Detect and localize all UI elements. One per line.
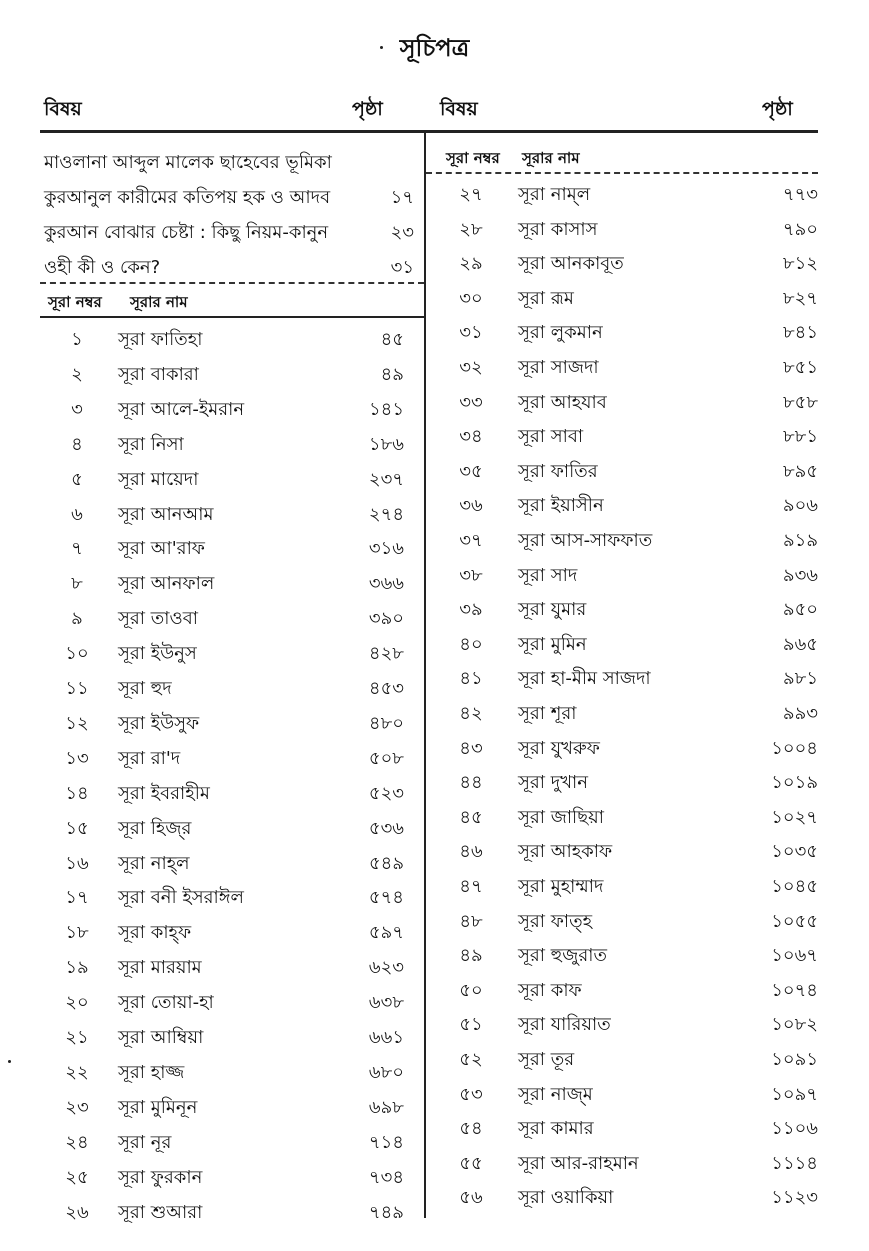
surah-number: ২৯ — [459, 253, 483, 275]
surah-name: সূরা তোয়া-হা — [118, 992, 214, 1014]
surah-number: ২২ — [65, 1061, 89, 1083]
surah-name: সূরা ওয়াকিয়া — [518, 1187, 614, 1209]
surah-number: ৫০ — [459, 979, 483, 1001]
surah-name: সূরা নাম্‌ল — [518, 184, 591, 205]
intro-item — [44, 148, 414, 179]
surah-number: ১৮ — [65, 922, 89, 944]
surah-name: সূরা তূর — [518, 1049, 575, 1070]
surah-page: ১১০৬ — [771, 1118, 818, 1140]
surah-page: ১৮৬ — [368, 433, 404, 455]
surah-name: সূরা ফাতিহা — [118, 329, 203, 350]
surah-number: ৩৬ — [459, 495, 483, 517]
surah-page: ১০২৭ — [771, 806, 818, 828]
surah-number: ২১ — [65, 1027, 89, 1048]
surah-number: ৫৫ — [459, 1152, 483, 1174]
stray-dot — [380, 46, 383, 49]
surah-page: ৪২৮ — [368, 643, 404, 665]
surah-page: ১০০৪ — [771, 737, 818, 759]
surah-page: ৮৫৮ — [782, 391, 818, 413]
surah-number: ২৮ — [459, 218, 483, 240]
surah-name: সূরা মুহাম্মাদ — [518, 876, 604, 897]
right-page-header: পৃষ্ঠা — [762, 98, 793, 120]
surah-name: সূরা মুমিন — [518, 633, 587, 655]
surah-number: ২৩ — [65, 1096, 89, 1118]
surah-number: ১৪ — [65, 782, 89, 804]
surah-number: ৪৯ — [459, 945, 483, 967]
surah-name: সূরা জাছিয়া — [518, 806, 604, 828]
page-title: সূচিপত্র — [399, 34, 470, 62]
surah-page: ৫২৩ — [368, 782, 404, 804]
surah-number: ৩০ — [459, 287, 483, 309]
surah-row — [0, 699, 869, 733]
surah-page: ৫৪৯ — [368, 852, 404, 874]
surah-row — [0, 803, 869, 837]
surah-number: ১১ — [65, 678, 89, 699]
surah-row — [0, 353, 869, 387]
surah-row — [0, 561, 869, 595]
surah-number: ৩৯ — [459, 599, 483, 621]
header-top-rule — [40, 130, 818, 133]
surah-page: ১৪১ — [368, 398, 404, 420]
surah-name: সূরা হাজ্জ — [118, 1061, 185, 1083]
surah-name: সূরা ইউসুফ — [118, 712, 200, 734]
surah-page: ৯৫০ — [782, 599, 818, 621]
surah-number: ১৬ — [65, 852, 89, 874]
surah-page: ৬৩৮ — [368, 992, 404, 1014]
surah-name: সূরা আস-সাফফাত — [518, 530, 653, 551]
surah-number: ৩৭ — [459, 530, 483, 551]
surah-row — [0, 215, 869, 249]
intro-item-page: ৩১ — [390, 257, 414, 278]
surah-row — [0, 768, 869, 802]
right-number-col-header: সূরা নম্বর — [446, 149, 500, 167]
surah-row — [0, 734, 869, 768]
surah-page: ৯৬৫ — [782, 633, 818, 655]
left-number-col-header: সূরা নম্বর — [48, 293, 102, 311]
surah-name: সূরা ইউনুস — [118, 643, 197, 665]
surah-name: সূরা কাফ — [518, 979, 582, 1001]
surah-name: সূরা আহকাফ — [518, 841, 613, 863]
intro-item-text: কুরআনুল কারীমের কতিপয় হক ও আদব — [44, 187, 331, 208]
surah-name: সূরা নূর — [118, 1131, 172, 1153]
surah-number: ১০ — [65, 643, 89, 665]
surah-number: ৫২ — [459, 1049, 483, 1070]
surah-number: ২৬ — [65, 1201, 89, 1223]
surah-page: ১০৮২ — [771, 1014, 818, 1036]
surah-row — [0, 976, 869, 1010]
surah-name: সূরা সাদ — [518, 564, 578, 586]
surah-number: ১৫ — [65, 817, 89, 839]
surah-page: ৯৯৩ — [782, 703, 818, 724]
surah-number: ৮ — [71, 573, 83, 595]
right-col-header-rule — [426, 172, 818, 174]
surah-page: ৬২৩ — [368, 957, 404, 979]
surah-name: সূরা আনকাবূত — [518, 253, 624, 275]
surah-page: ১০৩৫ — [771, 841, 818, 863]
surah-number: ৪ — [71, 433, 83, 455]
surah-row — [0, 526, 869, 560]
surah-number: ৪৬ — [459, 841, 483, 863]
surah-number: ৯ — [71, 608, 83, 630]
surah-page: ৩৬৬ — [368, 573, 404, 595]
surah-number: ৪৩ — [459, 737, 483, 759]
surah-name: সূরা রূম — [518, 287, 574, 309]
surah-page: ৮২৭ — [782, 287, 818, 309]
surah-number: ২৫ — [65, 1166, 89, 1188]
surah-page: ৭১৪ — [368, 1131, 404, 1153]
surah-row — [0, 837, 869, 871]
surah-name: সূরা কামার — [518, 1118, 594, 1140]
surah-number: ২ — [71, 363, 83, 385]
surah-name: সূরা আ'রাফ — [118, 538, 205, 560]
surah-page: ৪৫৩ — [368, 678, 404, 699]
surah-name: সূরা ফুরকান — [118, 1166, 203, 1188]
surah-name: সূরা হুদ — [118, 678, 172, 699]
surah-page: ৬৬১ — [368, 1027, 404, 1048]
surah-name: সূরা নিসা — [118, 433, 184, 455]
stray-dot — [8, 1060, 11, 1063]
surah-page: ১১১৪ — [771, 1152, 818, 1174]
surah-number: ৪৭ — [459, 876, 483, 897]
surah-page: ৪৯ — [380, 363, 404, 385]
surah-name: সূরা ফাত্‌হ — [518, 910, 593, 932]
surah-row — [0, 1080, 869, 1114]
surah-row — [0, 1010, 869, 1044]
surah-page: ৮৫১ — [782, 357, 818, 378]
surah-row — [0, 491, 869, 525]
surah-name: সূরা রা'দ — [118, 747, 181, 769]
surah-number: ৪৪ — [459, 772, 483, 794]
surah-name: সূরা কাসাস — [518, 218, 598, 240]
surah-page: ৫৭৪ — [368, 887, 404, 909]
surah-number: ৪২ — [459, 703, 483, 724]
surah-page: ৯৮১ — [782, 668, 818, 690]
surah-number: ৩৮ — [459, 564, 483, 586]
surah-number: ১ — [71, 329, 83, 350]
surah-number: ৩ — [71, 398, 83, 420]
surah-page: ৫৯৭ — [368, 922, 404, 944]
surah-row — [0, 872, 869, 906]
surah-name: সূরা ইয়াসীন — [518, 495, 604, 517]
surah-page: ১০৯১ — [771, 1049, 818, 1070]
surah-row — [0, 180, 869, 214]
surah-row — [0, 249, 869, 283]
surah-name: সূরা আলে-ইমরান — [118, 398, 245, 420]
surah-page: ৭৪৯ — [368, 1201, 404, 1223]
surah-name: সূরা শূরা — [518, 703, 577, 724]
surah-row — [0, 318, 869, 352]
surah-page: ৮৪১ — [782, 322, 818, 344]
surah-number: ২০ — [65, 992, 89, 1014]
surah-page: ৭৩৪ — [368, 1166, 404, 1188]
surah-row — [0, 422, 869, 456]
surah-name: সূরা তাওবা — [118, 608, 198, 630]
left-name-col-header: সূরার নাম — [130, 293, 188, 311]
surah-number: ৩১ — [459, 322, 483, 344]
surah-page: ২৩৭ — [368, 468, 404, 490]
surah-row — [0, 595, 869, 629]
surah-page: ১০৫৫ — [771, 910, 818, 932]
surah-row — [0, 907, 869, 941]
surah-number: ৫ — [71, 468, 83, 490]
surah-page: ১০৪৫ — [771, 876, 818, 897]
surah-page: ১১২৩ — [771, 1187, 818, 1209]
surah-page: ১০৯৭ — [771, 1083, 818, 1105]
surah-page: ৯১৯ — [782, 530, 818, 551]
surah-number: ১৭ — [65, 887, 89, 909]
surah-name: সূরা মায়েদা — [118, 468, 199, 490]
surah-number: ৭ — [71, 538, 83, 560]
surah-page: ৭৭৩ — [782, 184, 818, 205]
surah-name: সূরা হুজুরাত — [518, 945, 607, 967]
surah-name: সূরা লুকমান — [518, 322, 603, 344]
intro-item-page: ২৩ — [390, 222, 414, 243]
surah-name: সূরা বাকারা — [118, 363, 199, 385]
surah-name: সূরা হিজ্‌র — [118, 817, 192, 839]
surah-number: ৩২ — [459, 357, 483, 378]
surah-page: ৯৩৬ — [782, 564, 818, 586]
surah-number: ৬ — [71, 503, 83, 525]
surah-name: সূরা মুমিনূন — [118, 1096, 198, 1118]
surah-number: ৪১ — [459, 668, 483, 690]
surah-row — [0, 664, 869, 698]
surah-number: ৪৮ — [459, 910, 483, 932]
surah-name: সূরা আনআম — [118, 503, 214, 525]
surah-page: ৬৯৮ — [368, 1096, 404, 1118]
surah-page: ৫০৮ — [368, 747, 404, 769]
intro-item-text: মাওলানা আব্দুল মালেক ছাহেবের ভূমিকা — [44, 152, 332, 173]
surah-row — [0, 630, 869, 664]
surah-name: সূরা আহযাব — [518, 391, 607, 413]
surah-number: ৪৫ — [459, 806, 483, 828]
surah-name: সূরা যারিয়াত — [518, 1014, 611, 1036]
surah-name: সূরা নাহ্‌ল — [118, 852, 190, 874]
surah-page: ৮৯৫ — [782, 460, 818, 482]
surah-page: ১০৬৭ — [771, 945, 818, 967]
surah-number: ২৪ — [65, 1131, 89, 1153]
surah-name: সূরা আর-রাহমান — [518, 1152, 639, 1174]
surah-name: সূরা মারয়াম — [118, 957, 202, 979]
right-subject-header: বিষয় — [440, 98, 478, 120]
intro-item-text: ওহী কী ও কেন? — [44, 257, 161, 278]
surah-number: ৫৪ — [459, 1118, 483, 1140]
surah-page: ৮১২ — [782, 253, 818, 275]
surah-name: সূরা যুমার — [518, 599, 587, 621]
intro-item-page: ১৭ — [390, 187, 414, 208]
surah-page: ৯০৬ — [782, 495, 818, 517]
surah-page: ৩১৬ — [368, 538, 404, 560]
right-name-col-header: সূরার নাম — [522, 149, 580, 167]
surah-page: ১০১৯ — [771, 772, 818, 794]
surah-name: সূরা বনী ইসরাঈল — [118, 887, 244, 909]
left-subject-header: বিষয় — [44, 98, 82, 120]
surah-number: ৩৫ — [459, 460, 483, 482]
left-page-header: পৃষ্ঠা — [352, 98, 383, 120]
surah-row — [0, 1045, 869, 1079]
surah-name: সূরা কাহ্‌ফ — [118, 922, 192, 944]
surah-page: ৪৫ — [380, 329, 404, 350]
surah-name: সূরা ইবরাহীম — [118, 782, 210, 804]
surah-number: ৫৬ — [459, 1187, 483, 1209]
surah-number: ১৩ — [65, 747, 89, 769]
surah-row — [0, 1149, 869, 1183]
surah-name: সূরা আম্বিয়া — [118, 1027, 204, 1048]
surah-page: ৬৮০ — [368, 1061, 404, 1083]
surah-name: সূরা হা-মীম সাজদা — [518, 668, 651, 690]
surah-page: ৪৮০ — [368, 712, 404, 734]
surah-number: ৪০ — [459, 633, 483, 655]
surah-page: ১০৭৪ — [771, 979, 818, 1001]
surah-row — [0, 1183, 869, 1217]
surah-name: সূরা সাজদা — [518, 357, 599, 378]
surah-name: সূরা শুআরা — [118, 1201, 203, 1223]
surah-page: ৭৯০ — [782, 218, 818, 240]
intro-item-text: কুরআন বোঝার চেষ্টা : কিছু নিয়ম-কানুন — [44, 222, 329, 243]
surah-page: ৫৩৬ — [368, 817, 404, 839]
surah-row — [0, 284, 869, 318]
surah-number: ৩৩ — [459, 391, 483, 413]
surah-name: সূরা যুখরুফ — [518, 737, 600, 759]
surah-row — [0, 1114, 869, 1148]
surah-name: সূরা ফাতির — [518, 460, 598, 482]
surah-number: ১২ — [65, 712, 89, 734]
surah-row — [0, 388, 869, 422]
surah-page: ৮৮১ — [782, 426, 818, 448]
surah-row — [0, 457, 869, 491]
surah-number: ৫১ — [459, 1014, 483, 1036]
surah-page: ৩৯০ — [368, 608, 404, 630]
surah-name: সূরা নাজ্‌ম — [518, 1083, 593, 1105]
surah-page: ২৭৪ — [368, 503, 404, 525]
surah-number: ২৭ — [459, 184, 483, 205]
surah-number: ১৯ — [65, 957, 89, 979]
surah-name: সূরা আনফাল — [118, 573, 215, 595]
surah-name: সূরা সাবা — [518, 426, 584, 448]
surah-number: ৫৩ — [459, 1083, 483, 1105]
surah-number: ৩৪ — [459, 426, 483, 448]
surah-name: সূরা দুখান — [518, 772, 588, 794]
surah-row — [0, 941, 869, 975]
